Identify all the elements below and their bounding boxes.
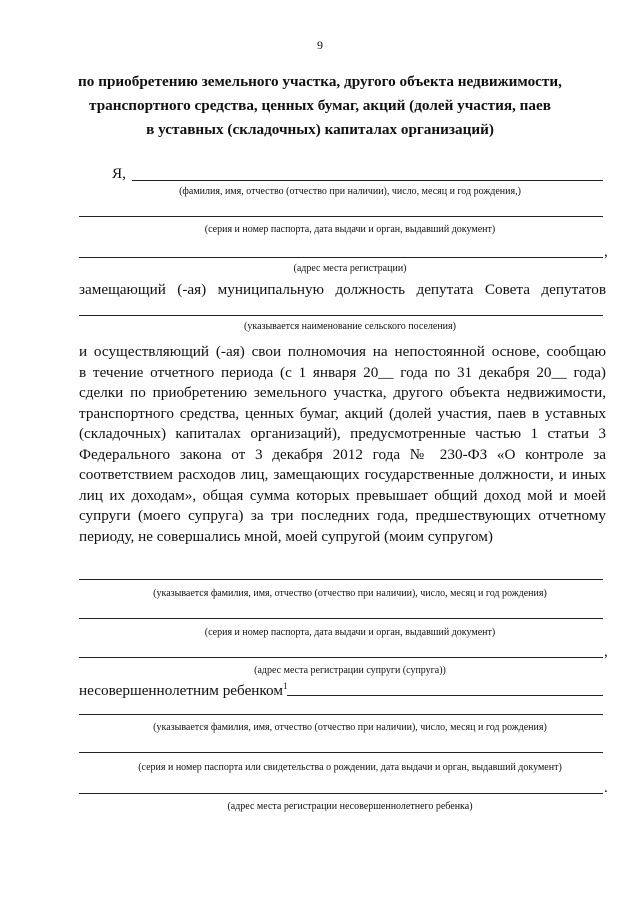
spouse-address-field[interactable] [79,657,603,658]
declarant-address-field[interactable] [79,257,603,258]
declarant-address-caption: (адрес места регистрации) [293,263,407,274]
title-line-3: в уставных (складочных) капиталах организаций) [146,121,494,138]
minor-document-field[interactable] [79,752,603,753]
minor-document-caption: (серия и номер паспорта или свидетельства о рождении, дата выдачи и орган, выдавший документ) [138,762,562,773]
spouse-address-comma: , [604,643,608,660]
declarant-passport-caption: (серия и номер паспорта, дата выдачи и орган, выдавший документ) [204,224,496,235]
footnote-mark: 1 [282,681,288,691]
spouse-name-field[interactable] [79,579,603,580]
minor-name-field[interactable] [79,714,603,715]
statement-paragraph [79,342,606,547]
page-number: 9 [317,38,323,52]
statement-line: сделки по приобретению земельного участка, другого объекта недвижимости, [79,384,606,401]
declarant-name-caption: (фамилия, имя, отчество (отчество при наличии), число, месяц и год рождения,) [179,186,521,197]
settlement-field[interactable] [79,315,603,316]
title-line-1: по приобретению земельного участка, другого объекта недвижимости, [78,73,562,90]
spouse-address-caption: (адрес места регистрации супруги (супруга)) [254,665,446,676]
statement-line: (складочных) капиталах организаций), предусмотренные частью 1 статьи 3 [79,425,606,442]
statement-line: соответствием расходов лиц, замещающих государственные должности, и иных [79,466,606,483]
declarant-prefix: Я, [112,165,126,182]
minor-address-period: . [604,779,608,796]
statement-line: лиц их доходам», общая сумма которых превышает общий доход мой и моей [79,486,606,504]
spouse-passport-field[interactable] [79,618,603,619]
minor-label-text: несовершеннолетним ребенком [79,682,283,700]
position-text: замещающий (-ая) муниципальную должность депутата Совета депутатов [79,281,606,298]
minor-address-caption: (адрес места регистрации несовершеннолетнего ребенка) [227,801,473,812]
minor-name-caption: (указывается фамилия, имя, отчество (отчество при наличии), число, месяц и год рождения) [153,722,547,733]
declarant-passport-field[interactable] [79,216,603,217]
minor-field[interactable] [287,695,603,696]
settlement-caption: (указывается наименование сельского поселения) [244,321,456,332]
statement-line: и осуществляющий (-ая) свои полномочия на непостоянной основе, сообщаю [79,343,606,360]
document-title [60,70,580,142]
statement-line: периоду, не совершались мной, моей супругой (моим супругом) [79,527,493,545]
minor-label [79,681,287,700]
title-line-2: транспортного средства, ценных бумаг, акций (долей участия, паев [89,97,551,114]
declarant-name-field[interactable] [132,180,603,181]
spouse-passport-caption: (серия и номер паспорта, дата выдачи и орган, выдавший документ) [204,627,496,638]
statement-line: в течение отчетного периода (с 1 января 20__ года по 31 декабря 20__ года) [79,363,606,381]
statement-line: супруги (моего супруга) за три последних года, предшествующих отчетному [79,507,606,524]
spouse-name-caption: (указывается фамилия, имя, отчество (отчество при наличии), число, месяц и год рождения) [153,588,547,599]
minor-address-field[interactable] [79,793,603,794]
statement-line: Федерального закона от 3 декабря 2012 года № 230-ФЗ «О контроле за [79,445,606,463]
declarant-address-comma: , [604,243,608,260]
statement-line: транспортного средства, ценных бумаг, акций (долей участия, паев в уставных [79,404,606,422]
